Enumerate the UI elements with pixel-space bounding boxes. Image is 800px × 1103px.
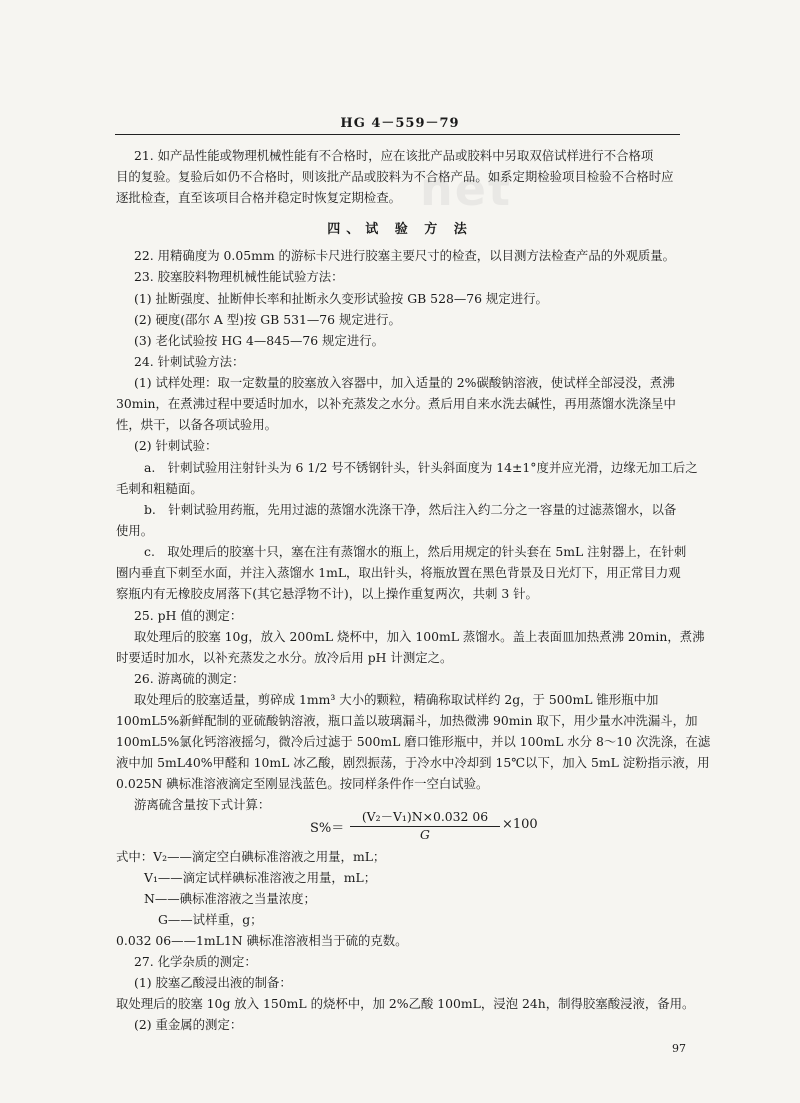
formula-fraction <box>350 807 500 842</box>
formula-rhs: ×100 <box>502 817 538 832</box>
section-title: 四、试 验 方 法 <box>327 222 473 237</box>
text-line: 性，烘干，以备各项试验用。 <box>116 417 278 432</box>
text-line: 游离硫含量按下式计算： <box>134 797 271 812</box>
text-line: 液中加 5mL40%甲醛和 10mL 冰乙酸，剧烈振荡，于冷水中冷却到 15℃以下，加入 5mL 淀粉指示液，用 <box>116 755 710 770</box>
text-line: (2) 针刺试验： <box>134 438 218 453</box>
text-line: (3) 老化试验按 HG 4—845—76 规定进行。 <box>134 333 384 348</box>
page-number: 97 <box>672 1042 686 1055</box>
text-line: (1) 扯断强度、扯断伸长率和扯断永久变形试验按 GB 528—76 规定进行。 <box>134 291 548 306</box>
text-line: 察瓶内有无橡胶皮屑落下(其它悬浮物不计)，以上操作重复两次，共刺 3 针。 <box>116 586 538 601</box>
text-line: (2) 硬度(邵尔 A 型)按 GB 531—76 规定进行。 <box>134 312 401 327</box>
text-line: (2) 重金属的测定： <box>134 1017 243 1032</box>
text-line: 30min，在煮沸过程中要适时加水，以补充蒸发之水分。煮后用自来水洗去碱性，再用蒸馏水洗涤呈中 <box>116 396 676 411</box>
text-line: 21. 如产品性能或物理机械性能有不合格时，应在该批产品或胶料中另取双倍试样进行不合格项 <box>134 148 654 163</box>
page-header: HG 4－559－79 <box>340 116 460 131</box>
text-line: G——试样重，g； <box>158 912 263 927</box>
text-line: 式中：V₂——滴定空白碘标准溶液之用量，mL； <box>116 849 386 864</box>
text-line: 取处理后的胶塞 10g 放入 150mL 的烧杯中，加 2%乙酸 100mL，浸泡 24h，制得胶塞酸浸液，备用。 <box>116 996 695 1011</box>
text-line: 毛刺和粗糙面。 <box>116 481 203 496</box>
watermark: net <box>420 162 512 216</box>
text-line: 0.025N 碘标准溶液滴定至刚显浅蓝色。按同样条件作一空白试验。 <box>116 776 489 791</box>
text-line: 使用。 <box>116 523 154 538</box>
text-line: 27. 化学杂质的测定： <box>134 954 257 969</box>
text-line: c. 取处理后的胶塞十只，塞在注有蒸馏水的瓶上，然后用规定的针头套在 5mL 注射器上，在针刺 <box>144 544 687 559</box>
text-line: 0.032 06——1mL1N 碘标准溶液相当于硫的克数。 <box>116 933 408 948</box>
text-line: 100mL5%氯化钙溶液摇匀，微冷后过滤于 500mL 磨口锥形瓶中，并以 100mL 水分 8～10 次洗涤，在滤 <box>116 734 711 749</box>
text-line: 25. pH 值的测定： <box>134 608 243 623</box>
text-line: (1) 试样处理：取一定数量的胶塞放入容器中，加入适量的 2%碳酸钠溶液，使试样全部浸没，煮沸 <box>134 375 675 390</box>
text-line: 逐批检查，直至该项目合格并稳定时恢复定期检查。 <box>116 190 401 205</box>
text-line: a. 针刺试验用注射针头为 6 1/2 号不锈钢针头，针头斜面度为 14±1°度并应光滑，边缘无加工后之 <box>144 460 698 475</box>
text-line: 23. 胶塞胶料物理机械性能试验方法： <box>134 269 344 284</box>
header-rule <box>115 134 680 135</box>
text-line: 100mL5%新鲜配制的亚硫酸钠溶液，瓶口盖以玻璃漏斗，加热微沸 90min 取下，用少量水冲洗漏斗，加 <box>116 713 698 728</box>
text-line: 26. 游离硫的测定： <box>134 671 245 686</box>
text-line: 目的复验。复验后如仍不合格时，则该批产品或胶料为不合格产品。如系定期检验项目检验不合格时应 <box>116 169 674 184</box>
text-line: V₁——滴定试样碘标准溶液之用量，mL； <box>144 870 377 885</box>
text-line: b. 针刺试验用药瓶，先用过滤的蒸馏水洗涤干净，然后注入约二分之一容量的过滤蒸馏水，以备 <box>144 502 677 517</box>
text-line: 圈内垂直下刺至水面，并注入蒸馏水 1mL，取出针头，将瓶放置在黑色背景及日光灯下，用正常目力观 <box>116 565 681 580</box>
formula-lhs: S%＝ <box>310 821 345 836</box>
text-line: 24. 针刺试验方法： <box>134 354 245 369</box>
formula-denominator: G <box>420 827 430 842</box>
text-line: 时要适时加水，以补充蒸发之水分。放冷后用 pH 计测定之。 <box>116 650 453 665</box>
text-line: 取处理后的胶塞适量，剪碎成 1mm³ 大小的颗粒，精确称取试样约 2g，于 500mL 锥形瓶中加 <box>134 692 659 707</box>
text-line: N——碘标准溶液之当量浓度； <box>144 891 316 906</box>
formula-numerator: (V₂－V₁)N×0.032 06 <box>350 807 500 827</box>
text-line: 22. 用精确度为 0.05mm 的游标卡尺进行胶塞主要尺寸的检查，以目测方法检查产品的外观质量。 <box>134 248 676 263</box>
text-line: (1) 胶塞乙酸浸出液的制备： <box>134 975 292 990</box>
text-line: 取处理后的胶塞 10g，放入 200mL 烧杯中，加入 100mL 蒸馏水。盖上表面皿加热煮沸 20min，煮沸 <box>134 629 705 644</box>
